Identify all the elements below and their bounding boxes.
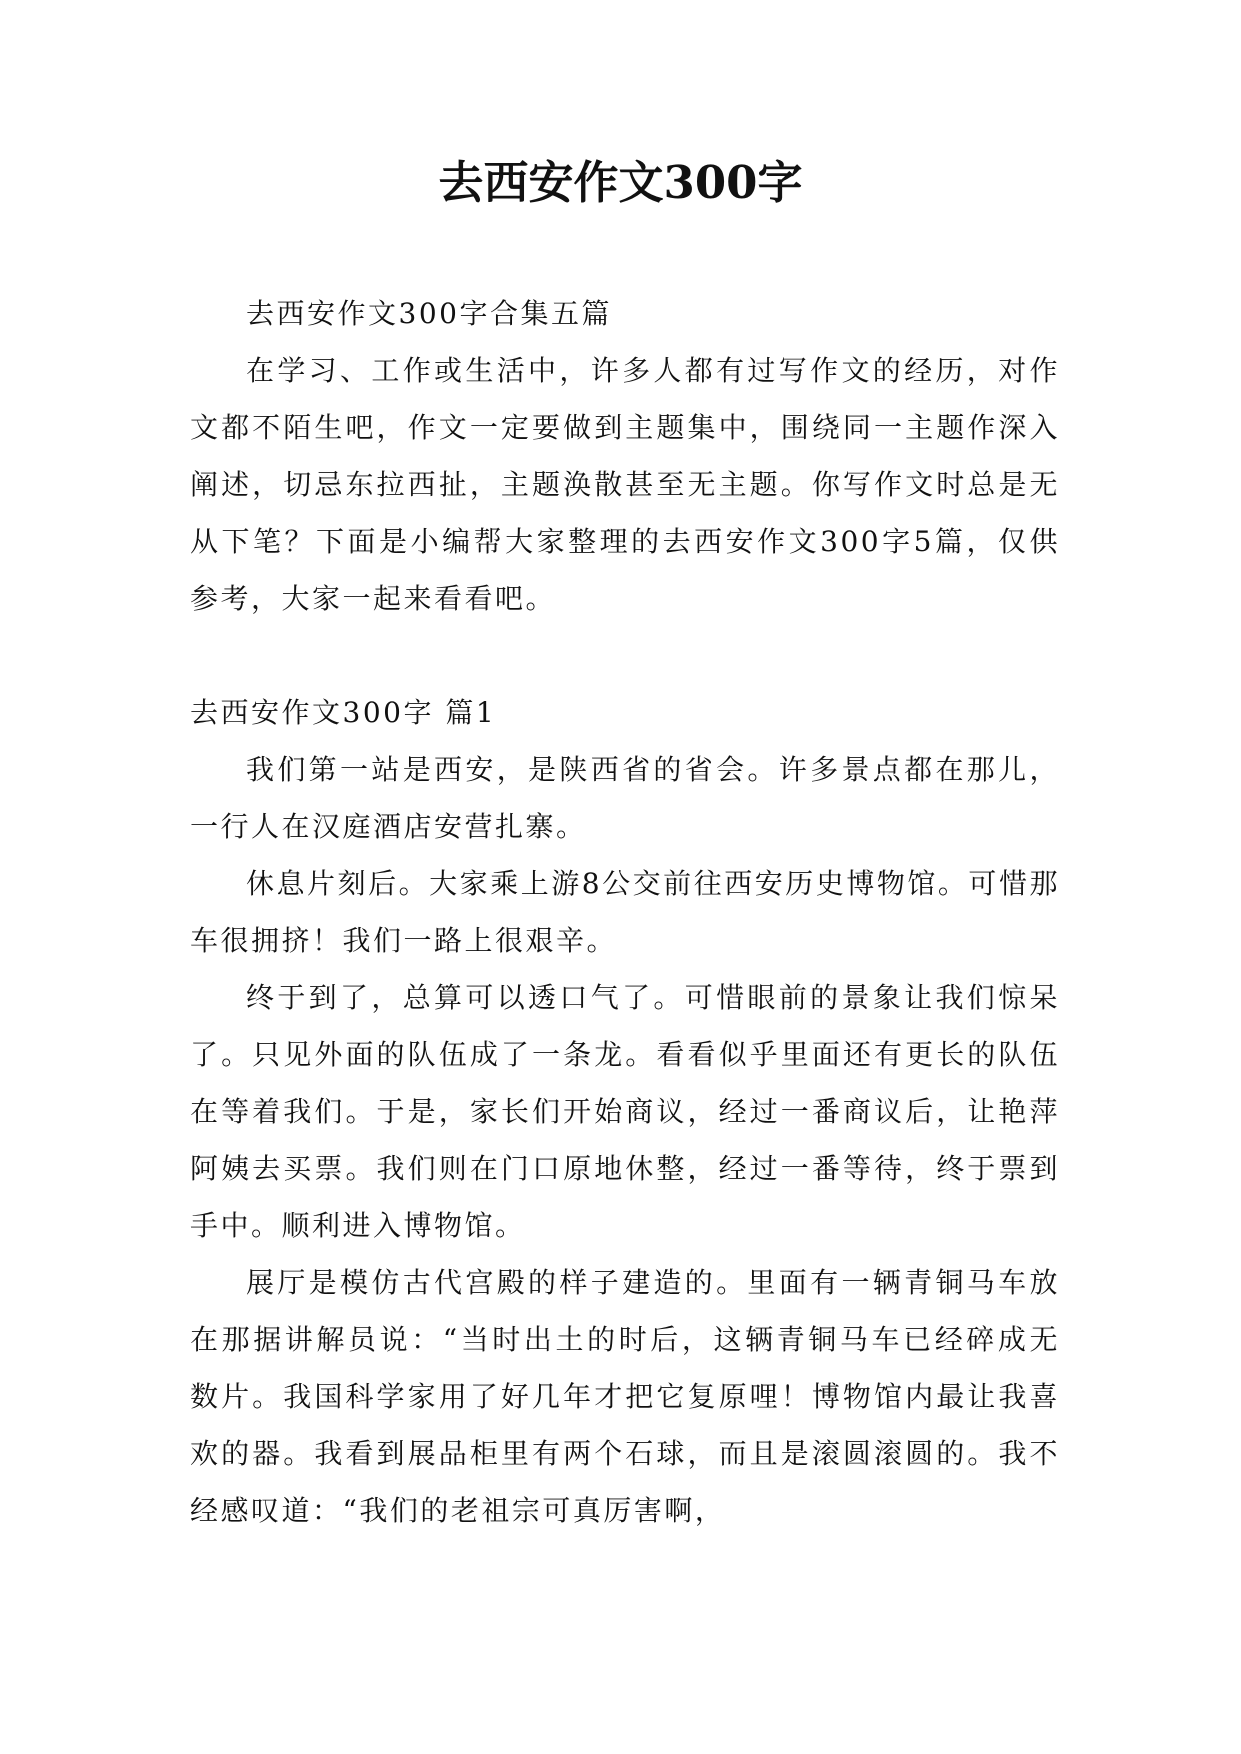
intro-paragraph: 在学习、工作或生活中，许多人都有过写作文的经历，对作文都不陌生吧，作文一定要做到主题集中，围绕同一主题作深入阐述，切忌东拉西扯，主题涣散甚至无主题。你写作文时总是无从下笔？下面是小编帮大家整理的去西安作文300字5篇，仅供参考，大家一起来看看吧。 (190, 354, 1060, 615)
body-paragraph: 展厅是模仿古代宫殿的样子建造的。里面有一辆青铜马车放在那据讲解员说：“当时出土的时后，这辆青铜马车已经碎成无数片。我国科学家用了好几年才把它复原哩！博物馆内最让我喜欢的器。我看到展品柜里有两个石球，而且是滚圆滚圆的。我不经感叹道：“我们的老祖宗可真厉害啊， (190, 1266, 1060, 1527)
body-paragraph: 终于到了，总算可以透口气了。可惜眼前的景象让我们惊呆了。只见外面的队伍成了一条龙。看看似乎里面还有更长的队伍在等着我们。于是，家长们开始商议，经过一番商议后，让艳萍阿姨去买票。我们则在门口原地休整，经过一番等待，终于票到手中。顺利进入博物馆。 (190, 981, 1060, 1242)
document-subtitle: 去西安作文300字合集五篇 (246, 297, 612, 330)
document-body (190, 285, 1060, 1539)
page-title: 去西安作文300字 (438, 156, 803, 209)
body-paragraph: 休息片刻后。大家乘上游8公交前往西安历史博物馆。可惜那车很拥挤！我们一路上很艰辛。 (190, 867, 1060, 957)
body-paragraph: 我们第一站是西安，是陕西省的省会。许多景点都在那儿，一行人在汉庭酒店安营扎寨。 (190, 753, 1060, 843)
section-heading: 去西安作文300字 篇1 (190, 696, 497, 729)
